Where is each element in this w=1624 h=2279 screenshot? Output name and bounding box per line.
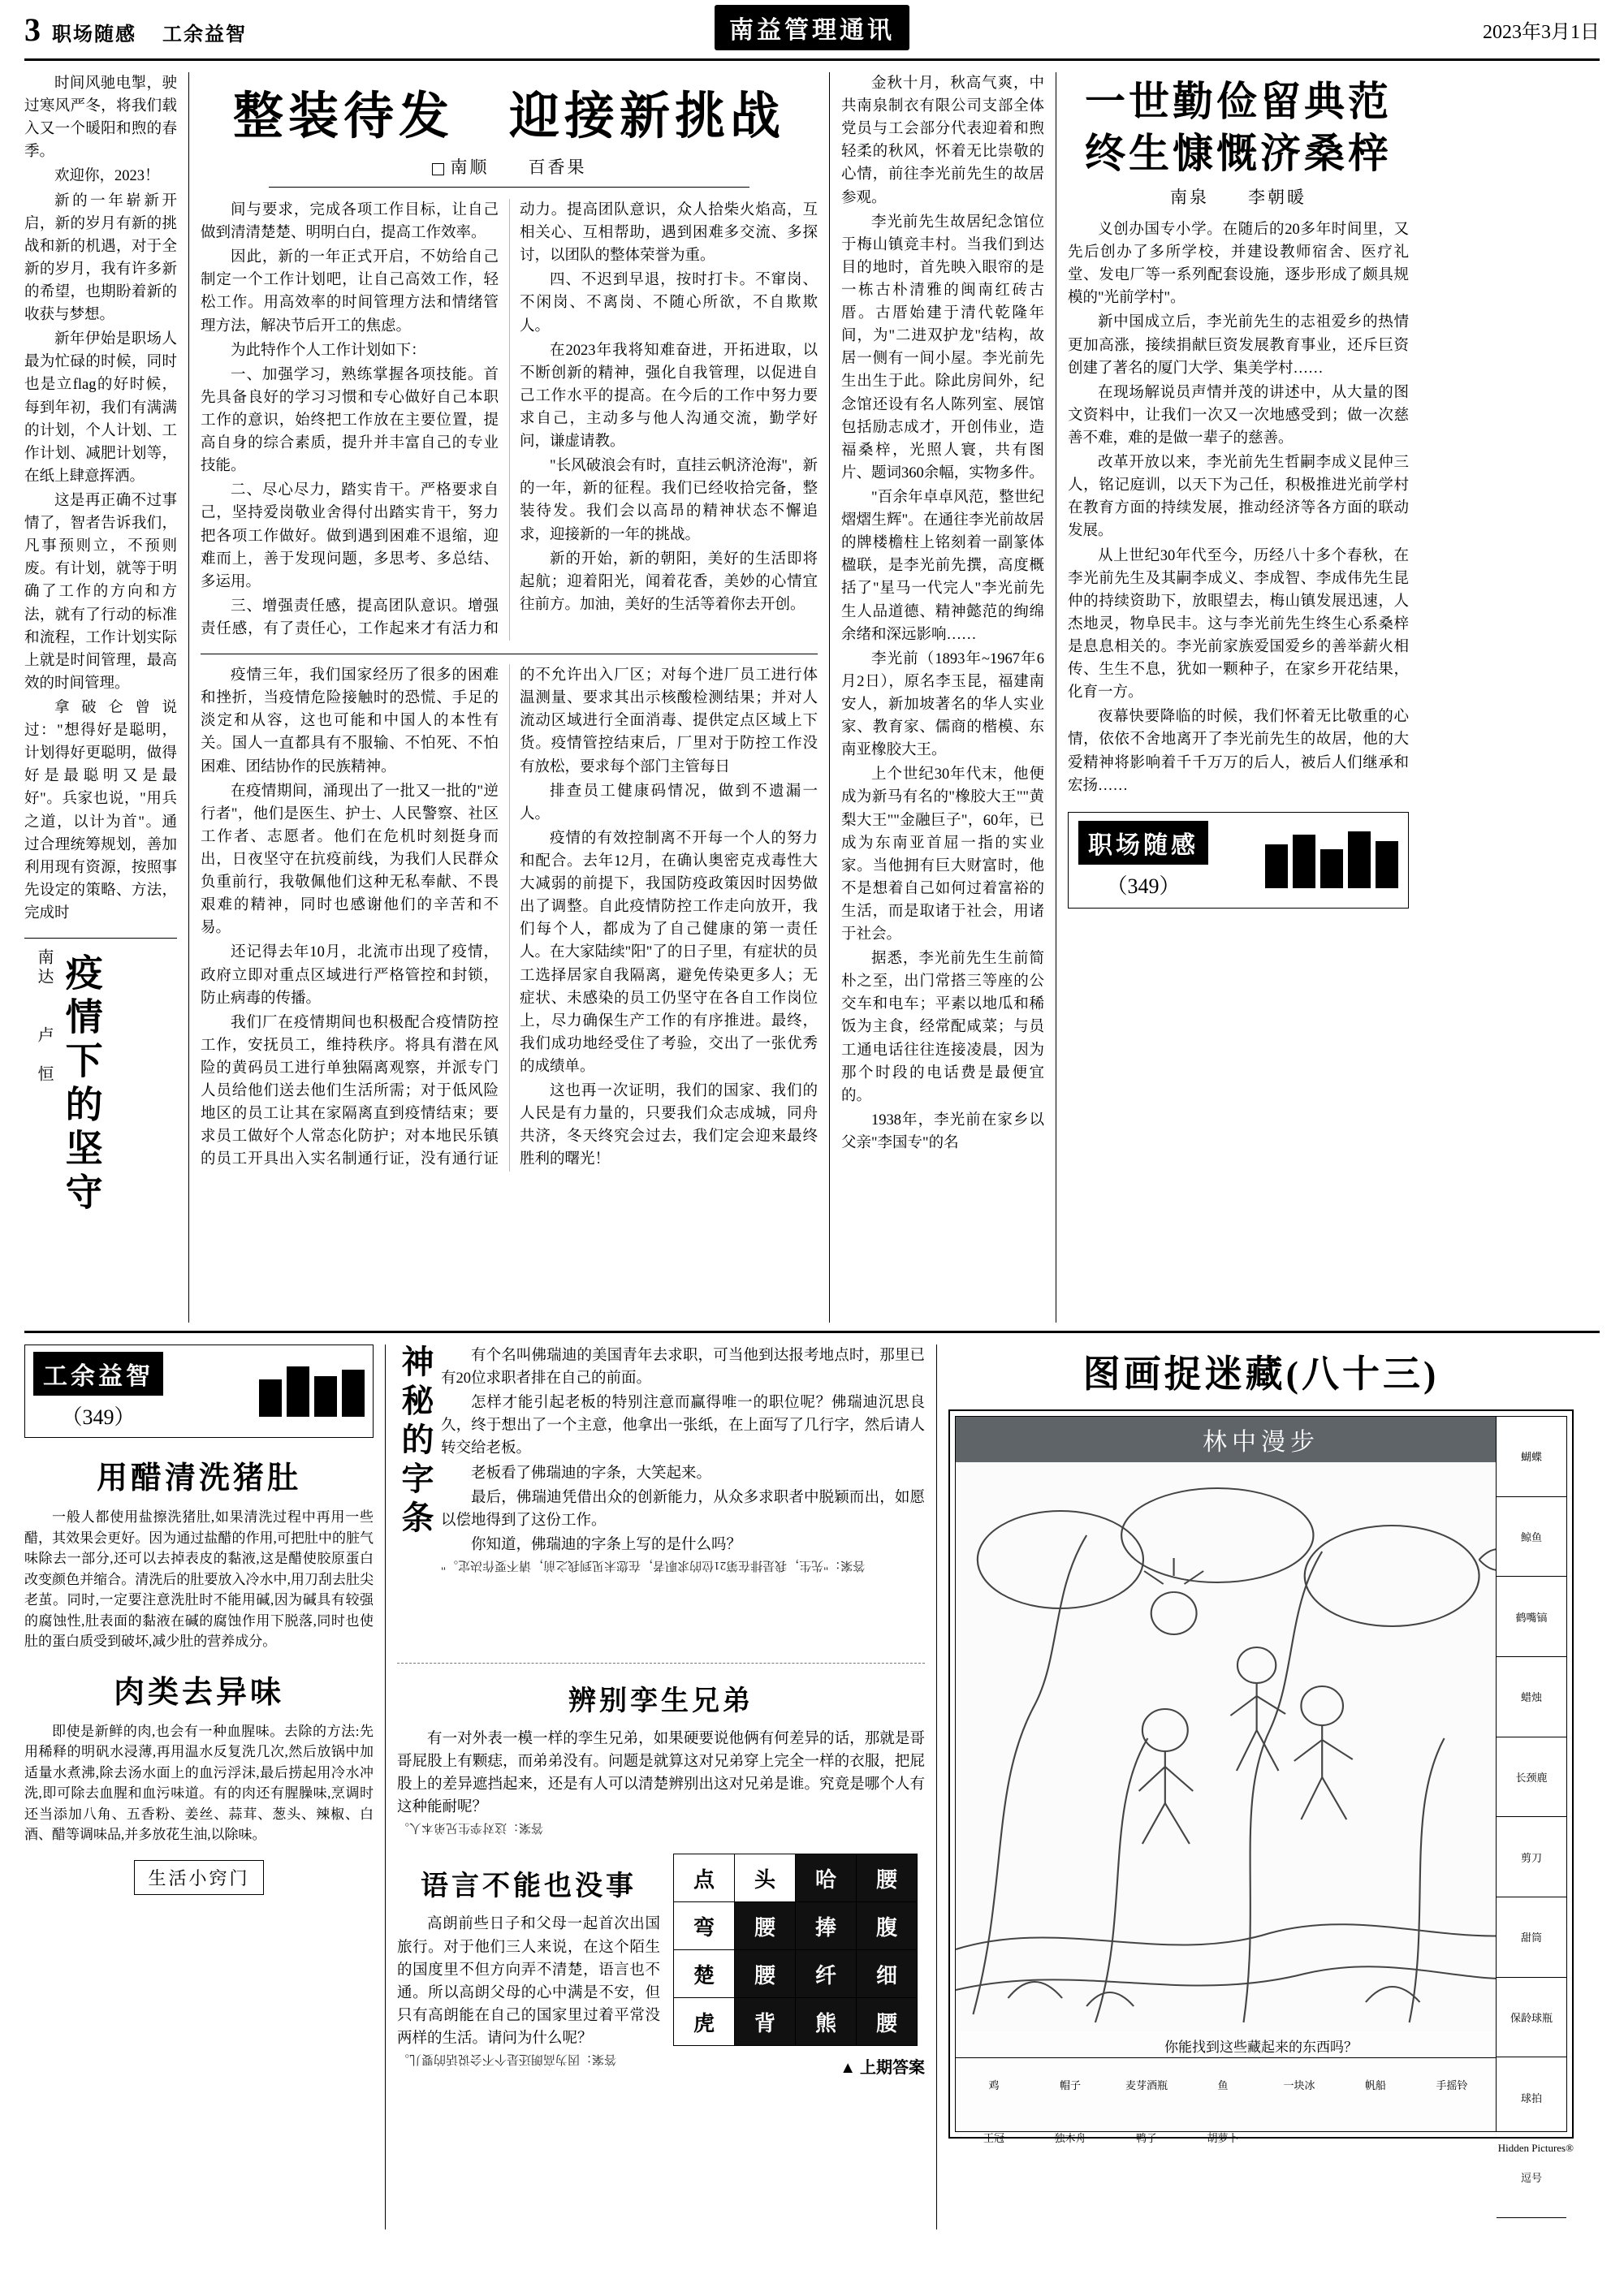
main-byline (201, 154, 818, 179)
paragraph: 金秋十月，秋高气爽，中共南泉制衣有限公司支部全体党员与工会部分代表迎着和煦轻柔的秋风，怀着无比崇敬的心情，前往李光前先生的故居参观。 (841, 76, 1044, 206)
epidemic-headline: 疫情下的坚守 (60, 953, 102, 1217)
main-article-body (201, 199, 818, 641)
puzzle-object: 王冠 (983, 2132, 1004, 2144)
cell: 腰 (735, 1950, 796, 1998)
paragraph: 排查员工健康码情况，做到不遗漏一人。 (520, 783, 818, 822)
byline-square-icon (432, 163, 444, 175)
paragraph: "长风破浪会有时，直挂云帆济沧海"，新的一年，新的征程。我们已经收拾完备，整装待发。我们会以高昂的精神状态不懈追求，迎接新的一年的挑战。 (520, 458, 818, 543)
column-memorial-main (1068, 72, 1409, 1323)
cell: 腹 (857, 1902, 918, 1950)
epidemic-title-block (24, 948, 177, 1330)
puzzle-object: 帆船 (1364, 2079, 1386, 2091)
answer-label: 答案： (507, 1821, 544, 1835)
paragraph: 据悉，李光前先生生前简朴之至，出门常搭三等座的公交车和电车；平素以地瓜和稀饭为主食，经常配咸菜；与员工通电话往往连接凌晨，因为那个时段的电话费是最便宜的。 (841, 951, 1044, 1104)
paragraph: 夜幕快要降临的时候，我们怀着无比敬重的心情，依依不舍地离开了李光前先生的故居，他的大爱精神将影响着千千万万的后人，被后人们继承和宏扬…… (1068, 709, 1409, 794)
divider (397, 1663, 925, 1664)
badge-label: 工余益智 (33, 1352, 163, 1396)
masthead (24, 0, 1600, 61)
answer-text: 这对孪生兄弟本人。 (397, 1821, 508, 1835)
paragraph: 1938年，李光前在家乡以父亲"李国专"的名 (841, 1111, 1044, 1152)
badge-label: 职场随感 (1078, 821, 1208, 865)
puzzle-object: 胡萝卜 (1207, 2132, 1239, 2144)
paragraph: 三、增强责任感，提高团队意识。增强责任感，有了责任心，工作起来才有活力和动力。提高团队意识，众人拾柴火焰高，互相关心、互相帮助，遇到困难多交流、多探讨，以团队的整体荣誉为重。 (201, 202, 818, 637)
cell: 熊 (796, 1998, 857, 2046)
answer-text: "先生，我是排在第21位的求职者，在您未见到我之前，请不要作决定。" (441, 1558, 829, 1572)
people-silhouette-icon (1265, 831, 1398, 888)
paragraph: 从上世纪30年代至今，历经八十多个春秋，在李光前先生及其嗣李成义、李成智、李成伟先生昆仲的持续资助下，放眼望去，梅山镇发展迅速，人杰地灵，物阜民丰。这与李光前先生终生心系桑梓是息息相关的。李光前家族爱国爱乡的善举薪火相传、生生不息，犹如一颗种子，在家乡开花结果，化育一方。 (1068, 547, 1409, 701)
paragraph: 间与要求，完成各项工作目标，让自己做到清清楚楚、明明白白，提高工作效率。 (201, 202, 499, 242)
story-answer (441, 1558, 925, 1575)
paragraph: 四、不迟到早退，按时打卡。不窜岗、不闲岗、不离岗、不随心所欲，不自欺欺人。 (520, 272, 818, 335)
twins-title: 辨别孪生兄弟 (568, 1686, 754, 1716)
section-label-left: 职场随感 (52, 24, 136, 45)
puzzle-object: 鹤嘴镐 (1497, 1577, 1566, 1657)
cell: 捧 (796, 1902, 857, 1950)
workplace-essay-badge (1068, 812, 1409, 909)
lang-title: 语言不能也没事 (421, 1871, 637, 1902)
column-divider (385, 1345, 386, 2229)
badge-number: （349） (61, 1405, 136, 1429)
headline-rule (269, 187, 750, 188)
memorial-byline-text: 南泉 李朝暖 (1170, 188, 1307, 207)
divider (24, 938, 177, 939)
paragraph: 你知道，佛瑞迪的字条上写的是什么吗？ (471, 1536, 742, 1553)
memorial-byline (1068, 184, 1409, 209)
puzzle-object: 鲸鱼 (1497, 1497, 1566, 1578)
cell: 点 (674, 1854, 735, 1902)
answer-label: 答案： (580, 2052, 617, 2066)
puzzle-object: 蜡烛 (1497, 1657, 1566, 1737)
cell: 楚 (674, 1950, 735, 1998)
memorial-headline-line1: 一世勤俭留典范 (1085, 79, 1392, 124)
table-row (674, 1902, 918, 1950)
tip-badge-wrap (24, 1860, 374, 1895)
tip-body-1: 一般人都使用盐擦洗猪肚,如果清洗过程中再用一些醋，其效果会更好。因为通过盐醋的作用,可把肚中的脏气味除去一部分,还可以去掉表皮的黏液,这是醋使胶原蛋白改变颜色并缩合。清洗后的肚要放入冷水中,用刀刮去肚尖老茧。同时,一定要注意洗肚时不能用碱,因为碱具有较强的腐蚀性,肚表面的黏液在碱的腐蚀作用下脱落,同时也使肚的蛋白质受到破坏,减少肚的营养成分。 (24, 1509, 374, 1649)
memorial-headline-line2: 终生慷慨济桑梓 (1085, 131, 1392, 176)
paragraph: 欢迎你，2023！ (54, 168, 160, 185)
memorial-headline (1068, 76, 1409, 179)
paragraph: "百余年卓卓风范，整世纪熠熠生辉"。在通往李光前故居的牌楼檐柱上铭刻着一副篆体楹联，是李光前先撰，高度概括了"星马一代完人"李光前先生人品道德、精神懿范的绚绵余绪和深远影响…… (841, 489, 1044, 643)
table-row (674, 1950, 918, 1998)
cell: 纤 (796, 1950, 857, 1998)
tip-title-2: 肉类去异味 (113, 1675, 284, 1710)
puzzle-object: 独木舟 (1054, 2132, 1086, 2144)
puzzle-question: 你能找到这些藏起来的东西吗？ (1164, 2039, 1358, 2055)
puzzle-title: 图画捉迷藏(八十三) (1082, 1353, 1440, 1395)
cell: 虎 (674, 1998, 735, 2046)
paragraph: 因此，新的一年正式开启，不妨给自己制定一个工作计划吧，让自己高效工作，轻松工作。用高效率的时间管理方法和情绪管理方法，解决节后开工的焦虑。 (201, 249, 499, 335)
paragraph: 新年伊始是职场人最为忙碌的时候，同时也是立flag的好时候，每到年初，我们有满满的计划，个人计划、工作计划、减肥计划等，在纸上肆意挥洒。 (24, 331, 177, 485)
paragraph: 新的一年崭新开启，新的岁月有新的挑战和新的机遇，对于全新的岁月，我有许多新的希望，也期盼着新的收获与梦想。 (24, 192, 177, 324)
bottom-section (24, 1331, 1600, 2229)
paragraph: 一、加强学习，熟练掌握各项技能。首先具备良好的学习习惯和专心做好自己本职工作的意识，始终把工作放在主要位置，提高自身的综合素质，提升并丰富自己的专业技能。 (201, 366, 499, 475)
main-headline: 整装待发 迎接新挑战 (232, 89, 785, 145)
paragraph: 疫情三年，我们国家经历了很多的困难和挫折，当疫情危险接触时的恐慌、手足的淡定和从容，这也可能和中国人的本性有关。国人一直都具有不服输、不怕死、不怕困难、团结协作的民族精神。 (201, 667, 499, 775)
column-hidden-pictures (948, 1345, 1574, 2229)
cell: 细 (857, 1950, 918, 1998)
paragraph: 在疫情期间，涌现出了一批又一批的"逆行者"，他们是医生、护士、人民警察、社区工作者、志愿者。他们在危机时刻挺身而出，日夜坚守在抗疫前线，为我们人民群众负重前行，我敬佩他们这种无私奉献、不畏艰难的精神，同时也感谢他们的辛苦和不易。 (201, 783, 499, 937)
paragraph: 有个名叫佛瑞迪的美国青年去求职，可当他到达报考地点时，那里已有20位求职者排在自己的前面。 (441, 1348, 925, 1388)
cell: 腰 (735, 1902, 796, 1950)
tip-body-2: 即使是新鲜的肉,也会有一种血腥味。去除的方法:先用稀释的明矾水浸薄,再用温水反复洗几次,然后放锅中加适量水煮沸,除去汤水面上的血污浮沫,最后捞起用冷水冲洗,即可除去血腥和血污味道。有的肉还有腥臊味,烹调时还当添加八角、五香粉、姜丝、蒜茸、葱头、辣椒、白酒、醋等调味品,并多放花生油,以除味。 (24, 1723, 374, 1842)
column-main-article (201, 72, 818, 1323)
paragraph: 为此特作个人工作计划如下： (231, 342, 426, 359)
people-silhouette-icon (259, 1366, 365, 1417)
paragraph: 高朗前些日子和父母一起首次出国旅行。对于他们三人来说，在这个陌生的国度里不但方向弄不清楚，语言也不通。所以高朗父母的心中满是不安，但只有高朗能在自己的国家里过着平常没两样的生活。请问为什么呢？ (397, 1916, 660, 2047)
cell: 腰 (857, 1998, 918, 2046)
leisure-wisdom-badge (24, 1345, 374, 1438)
puzzle-object: 鱼 (1217, 2079, 1229, 2091)
publication-logo: 南益管理通讯 (715, 5, 909, 50)
column-divider (829, 72, 830, 1323)
cell: 腰 (857, 1854, 918, 1902)
answer-text: 因为高朗还是个不会说话的婴儿。 (397, 2052, 581, 2066)
paragraph: 在现场解说员声情并茂的讲述中，从大量的图文资料中，让我们一次又一次地感受到；做一次慈善不难，难的是做一辈子的慈善。 (1068, 384, 1409, 447)
paragraph: 怎样才能引起老板的特别注意而赢得唯一的职位呢？佛瑞迪沉思良久，终于想出了一个主意，他拿出一张纸，在上面写了几行字，然后请人转交给老板。 (441, 1395, 925, 1457)
lang-answer (397, 2052, 660, 2069)
column-divider (936, 1345, 937, 2229)
paragraph: 李光前（1893年~1967年6月2日），原名李玉昆，福建南安人，新加坡著名的华人实业家、教育家、儒商的楷模、东南亚橡胶大王。 (841, 650, 1044, 759)
paragraph: 还记得去年10月，北流市出现了疫情，政府立即对重点区域进行严格管控和封锁，防止病毒的传播。 (201, 944, 499, 1007)
paragraph: 疫情的有效控制离不开每一个人的努力和配合。去年12月，在确认奥密克戎毒性大大减弱的前提下，我国防疫政策因时因势做出了调整。自此疫情防控工作走向放开，我们每个人，都成为了自己健康的第一责任人。在大家陆续"阳"了的日子里，有症状的员工选择居家自我隔离，避免传染更多人；无症状、未感染的员工仍坚守在各自工作岗位上，尽力确保生产工作的有序推进。最终，我们成功地经受住了考验，交出了一张优秀的成绩单。 (520, 830, 818, 1075)
column-divider (188, 72, 189, 1323)
top-section (24, 72, 1600, 1323)
puzzle-credit: Hidden Pictures® (1497, 2142, 1574, 2154)
column-life-tips (24, 1345, 374, 2229)
paragraph: 上个世纪30年代末，他便成为新马有名的"橡胶大王""黄梨大王""金融巨子"，60年，已成为东南亚首屈一指的实业家。当他拥有巨大财富时，他不是想着自己如何过着富裕的生活，而是取诸于社会，用诸于社会。 (841, 766, 1044, 943)
paragraph: 在2023年我将知难奋进，开拓进取，以不断创新的精神，强化自我管理，以促进自己工作水平的提高。在今后的工作中努力要求自己，主动多与他人沟通交流，勤学好问，谦虚请教。 (520, 342, 818, 451)
page-number: 3 (24, 11, 41, 48)
paragraph: 我们厂在疫情期间也积极配合疫情防控工作，安抚员工，维持秩序。将具有潜在风险的黄码员工进行单独隔离观察，并派专门人员给他们送去他们生活所需；对于低风险地区的员工让其在家隔离直到疫情结束；要求员工做好个人常态化防护；对本地民乐镇的员工开具出入实名制通行证，没有通行证的不允许出入厂区；对每个进厂员工进行体温测量、要求其出示核酸检测结果；并对人流动区域进行全面消毒、提供定点区域上下货。疫情管控结束后，厂里对于防控工作没有放松，要求每个部门主管每日 (201, 667, 818, 1168)
puzzle-object: 一块冰 (1283, 2079, 1315, 2091)
column-left-intro (24, 72, 177, 1323)
paragraph: 最后，佛瑞迪凭借出众的创新能力，从众多求职者中脱颖而出，如愿以偿地得到了这份工作。 (441, 1489, 925, 1529)
tip-title-1: 用醋清洗猪肚 (96, 1461, 301, 1496)
puzzle-object: 长颈鹿 (1497, 1737, 1566, 1818)
cell: 头 (735, 1854, 796, 1902)
paragraph: 李光前先生故居纪念馆位于梅山镇竞丰村。当我们到达目的地时，首先映入眼帘的是一栋古朴清雅的闽南红砖古厝。古厝始建于清代乾隆年间，为"二进双护龙"结构，故居一侧有一间小屋。李光前先生出生于此。除此房间外，纪念馆还设有名人陈列室、展馆包括励志成才，开创伟业，造福桑梓，光照人寰，共有图片、题词360余幅，实物多件。 (841, 214, 1044, 481)
twins-answer (397, 1820, 925, 1837)
tip-category-badge: 生活小窍门 (134, 1860, 263, 1895)
badge-number: （349） (1106, 874, 1181, 898)
puzzle-object: 蝴蝶 (1497, 1417, 1566, 1497)
table-row (674, 1854, 918, 1902)
paragraph: 有一对外表一模一样的孪生兄弟，如果硬要说他俩有何差异的话，那就是哥哥屁股上有颗痣，而弟弟没有。问题是就算这对兄弟穿上完全一样的衣服，把屁股上的差异遮挡起来，还是有人可以清楚辨别出这对兄弟是谁。究竟是哪个人有这种能耐呢？ (397, 1731, 925, 1816)
paragraph: 时间风驰电掣，驶过寒风严冬，将我们载入又一个暖阳和煦的春季。 (24, 76, 177, 161)
paragraph: 新中国成立后，李光前先生的志祖爱乡的热情更加高涨，接续捐献巨资发展教育事业，还斥巨资创建了著名的厦门大学、集美学村…… (1068, 314, 1409, 377)
puzzle-object: 鸡 (988, 2079, 1000, 2091)
puzzle-object: 剪刀 (1497, 1817, 1566, 1897)
column-riddles (397, 1345, 925, 2229)
answer-label: 答案： (828, 1558, 866, 1572)
paragraph: 拿破仑曾说过："想得好是聪明，计划得好更聪明，做得好是最聪明又是最好"。兵家也说，"用兵之道，以计为首"。通过合理统筹规划，善加利用现有资源，按照事先设定的策略、方法，完成时 (24, 699, 177, 922)
epidemic-byline: 南达 卢 恒 (35, 948, 53, 1086)
puzzle-artwork (956, 1462, 1566, 2031)
forest-scene-illustration (956, 1462, 1566, 2031)
puzzle-object: 帽子 (1059, 2079, 1081, 2091)
epidemic-article-body (201, 664, 818, 1172)
puzzle-banner: 林中漫步 (956, 1417, 1566, 1462)
story-title: 神秘的字条 (397, 1345, 434, 1539)
puzzle-bottom-objects (956, 2057, 1566, 2164)
cell: 哈 (796, 1854, 857, 1902)
puzzle-object: 麦芽酒瓶 (1125, 2079, 1168, 2091)
puzzle-object: 手摇铃 (1436, 2079, 1468, 2091)
cell: 背 (735, 1998, 796, 2046)
puzzle-object: 保龄球瓶 (1497, 1978, 1566, 2058)
cell: 弯 (674, 1902, 735, 1950)
puzzle-object: 鸭子 (1135, 2132, 1157, 2144)
previous-answer-label: ▲ 上期答案 (840, 2059, 925, 2078)
paragraph: 老板看了佛瑞迪的字条，大笑起来。 (471, 1465, 712, 1482)
puzzle-object: 球拍 (1497, 2057, 1566, 2138)
issue-date: 2023年3月1日 (1483, 21, 1600, 43)
table-row (674, 1998, 918, 2046)
paragraph: 新的开始，新的朝阳，美好的生活即将起航；迎着阳光，闻着花香，美妙的心情宜往前方。加油，美好的生活等着你去开创。 (520, 550, 818, 613)
puzzle-object: 甜筒 (1497, 1897, 1566, 1978)
paragraph: 义创办国专小学。在随后的20多年时间里，又先后创办了多所学校，并建设教师宿舍、医疗礼堂、发电厂等一系列配套设施，逐步形成了颇具规模的"光前学村"。 (1068, 222, 1409, 307)
word-grid (673, 1854, 918, 2046)
main-byline-text: 南顺 百香果 (450, 158, 587, 177)
paragraph: 这是再正确不过事情了，智者告诉我们，凡事预则立，不预则废。有计划，就等于明确了工作的方向和方法，就有了行动的标准和流程，工作计划实际上就是时间管理，最高效的时间管理。 (24, 492, 177, 692)
paragraph: 改革开放以来，李光前先生哲嗣李成义昆仲三人，铭记庭训，以天下为己任，积极推进光前学村在教育方面的持续发展，推动经济等各方面的联动发展。 (1068, 455, 1409, 540)
section-label-right: 工余益智 (162, 24, 247, 45)
paragraph: 这也再一次证明，我们的国家、我们的人民是有力量的，只要我们众志成城，同舟共济，冬天终究会过去，我们定会迎来最终胜利的曙光！ (520, 1083, 818, 1168)
paragraph: 二、尽心尽力，踏实肯干。严格要求自己，坚持爱岗敬业舍得付出踏实肯干，努力把各项工作做好。做到遇到困难不退缩，迎难而上，善于发现问题，多思考、多总结、多运用。 (201, 482, 499, 590)
column-memorial-lead (841, 72, 1044, 1323)
puzzle-object: 逗号 (1497, 2138, 1566, 2218)
masthead-left (24, 11, 247, 49)
